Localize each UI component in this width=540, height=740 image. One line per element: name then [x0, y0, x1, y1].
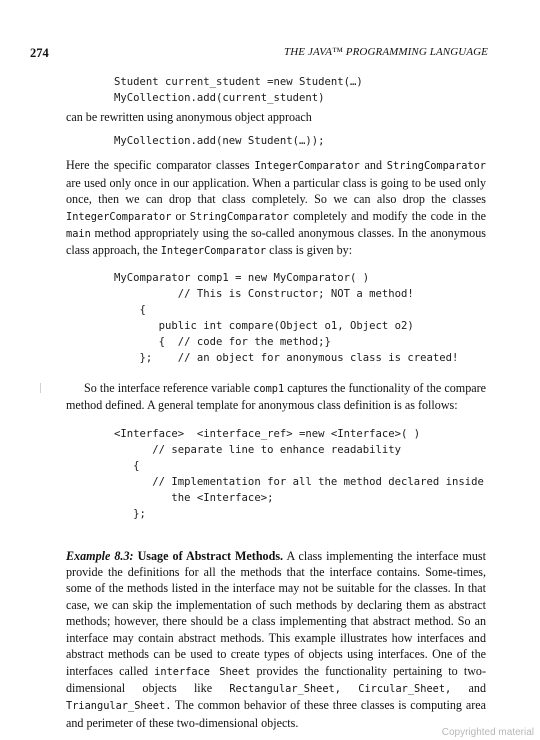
code-block-anonymous-template: <Interface> <interface_ref> =new <Interface>( ) // separate line to enhance readability { // Implementation for all the method declared inside the <Interface>; };: [114, 427, 484, 520]
code-block-collection-add: MyCollection.add(new Student(…));: [114, 135, 325, 148]
paragraph-comparator-classes: Here the specific comparator classes IntegerComparator and StringComparator are used only once in our application. When a particular class is going to be used only once, then we can drop that class completely. So we can also drop the classes IntegerComparator or StringComparator completely and modify the code in the main method appropriately using the so-called anonymous classes. In the anonymous class approach, the IntegerComparator class is given by:: [66, 158, 486, 258]
example-title: Example 8.3:: [66, 548, 134, 563]
page-body: [66, 70, 486, 731]
running-header: [30, 46, 488, 62]
copyright-watermark: Copyrighted material: [441, 727, 534, 738]
paragraph-anonymous-object: can be rewritten using anonymous object approach: [66, 110, 312, 124]
paragraph-interface-reference: So the interface reference variable comp1 captures the functionality of the compare method defined. A general template for anonymous class definition is as follows:: [66, 380, 487, 413]
code-block-student: Student current_student =new Student(…) MyCollection.add(current_student): [114, 76, 363, 104]
paragraph-example-8-3: Example 8.3: Usage of Abstract Methods. A class implementing the interface must provide the definitions for all the methods that the interface contains. Some-times, some of the methods listed in the interface may not be suitable for the classes. In that case, we can skip the implementation of such methods by declaring them as abstract methods; however, there should be a class implementing that abstract method. So an interface may contain abstract methods. This example illustrates how interfaces and abstract methods can be used to create types of objects using interfaces. One of the interfaces called interface Sheet provides the functionality pertaining to two-dimensional objects like Rectangular_Sheet, Circular_Sheet, and Triangular_Sheet. The common behavior of these three classes is computing area and perimeter of these two-dimensional objects.: [66, 548, 487, 730]
running-title: THE JAVA™ PROGRAMMING LANGUAGE: [284, 46, 488, 58]
page-number: 274: [30, 46, 49, 60]
code-block-anonymous-comparator: MyComparator comp1 = new MyComparator( ) // This is Constructor; NOT a method! { public int compare(Object o1, Object o2) { // code for the method;} }; // an object for anonymous class is created!: [114, 271, 459, 364]
example-subtitle: Usage of Abstract Methods.: [133, 548, 284, 563]
margin-mark: [40, 383, 41, 393]
